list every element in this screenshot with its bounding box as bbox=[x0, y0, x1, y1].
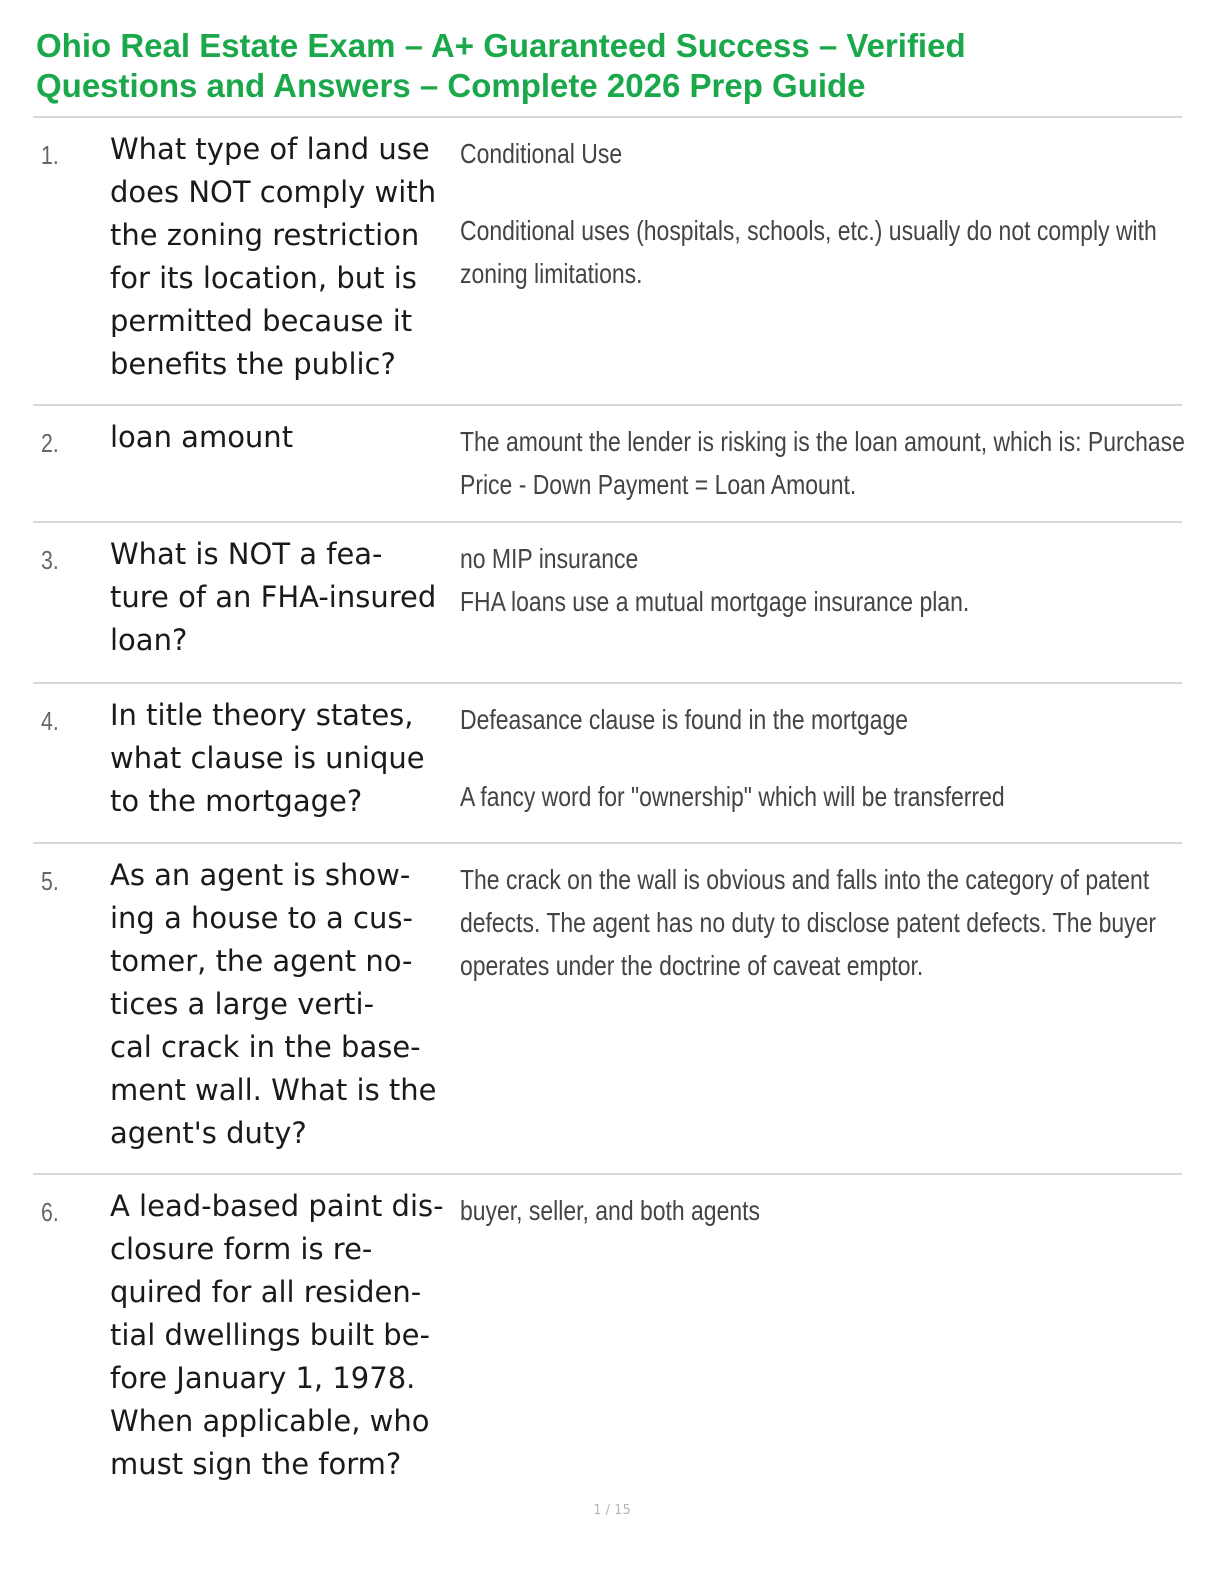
question-number: 3. bbox=[41, 545, 59, 575]
qa-item bbox=[33, 844, 1182, 1175]
qa-item bbox=[33, 118, 1182, 406]
question-text-line: When applicable, who bbox=[110, 1404, 430, 1438]
question-text bbox=[110, 533, 455, 662]
question-text-line: tomer, the agent no- bbox=[110, 944, 413, 978]
page-title-line-2: Questions and Answers – Complete 2026 Prep Guide bbox=[36, 67, 866, 104]
answer-line: Price - Down Payment = Loan Amount. bbox=[460, 469, 857, 500]
question-text-line: for its location, but is bbox=[110, 261, 417, 295]
question-text-line: what clause is unique bbox=[110, 741, 425, 775]
question-text-line: loan amount bbox=[110, 420, 294, 454]
answer-explanation-line: Conditional uses (hospitals, schools, etc.) usually do not comply with bbox=[460, 215, 1157, 246]
question-text-line: quired for all residen- bbox=[110, 1275, 422, 1309]
answer-text bbox=[460, 698, 1050, 818]
question-text-line: In title theory states, bbox=[110, 698, 414, 732]
question-number: 2. bbox=[41, 428, 59, 458]
answer-explanation-line: zoning limitations. bbox=[460, 258, 643, 289]
answer-line: The amount the lender is risking is the loan amount, which is: Purchase bbox=[460, 426, 1185, 457]
question-text-line: ment wall. What is the bbox=[110, 1073, 437, 1107]
question-text bbox=[110, 1185, 455, 1486]
answer-line: The crack on the wall is obvious and falls into the category of patent bbox=[460, 864, 1150, 895]
answer-line: FHA loans use a mutual mortgage insurance plan. bbox=[460, 586, 970, 617]
question-text-line: What is NOT a fea- bbox=[110, 537, 383, 571]
answer-text bbox=[460, 420, 1185, 506]
answer-spacer bbox=[460, 741, 1050, 775]
question-text-line: to the mortgage? bbox=[110, 784, 363, 818]
qa-item bbox=[33, 523, 1182, 684]
answer-line: Conditional Use bbox=[460, 138, 623, 169]
question-text-line: ture of an FHA-insured bbox=[110, 580, 437, 614]
question-text-line: ing a house to a cus- bbox=[110, 901, 413, 935]
answer-text bbox=[460, 132, 1157, 295]
question-text-line: A lead-based paint dis- bbox=[110, 1189, 444, 1223]
question-text bbox=[110, 416, 455, 459]
question-text-line: permitted because it bbox=[110, 304, 413, 338]
page-indicator: 1 / 15 bbox=[593, 1503, 631, 1518]
question-text bbox=[110, 128, 455, 386]
question-text-line: tial dwellings built be- bbox=[110, 1318, 430, 1352]
page-title bbox=[36, 26, 1186, 106]
question-number: 5. bbox=[41, 866, 59, 896]
answer-line: buyer, seller, and both agents bbox=[460, 1195, 760, 1226]
question-text-line: cal crack in the base- bbox=[110, 1030, 421, 1064]
qa-item bbox=[33, 1175, 1182, 1505]
answer-text bbox=[460, 1189, 1050, 1232]
page-title-line-1: Ohio Real Estate Exam – A+ Guaranteed Success – Verified bbox=[36, 27, 966, 64]
question-text-line: What type of land use bbox=[110, 132, 430, 166]
question-text-line: does NOT comply with bbox=[110, 175, 437, 209]
qa-item bbox=[33, 684, 1182, 844]
question-text-line: As an agent is show- bbox=[110, 858, 411, 892]
question-text-line: tices a large verti- bbox=[110, 987, 375, 1021]
question-text-line: the zoning restriction bbox=[110, 218, 420, 252]
question-text bbox=[110, 694, 455, 823]
answer-line: Defeasance clause is found in the mortgage bbox=[460, 704, 909, 735]
answer-line: defects. The agent has no duty to disclose patent defects. The buyer bbox=[460, 907, 1157, 938]
answer-text bbox=[460, 858, 1157, 987]
answer-line: no MIP insurance bbox=[460, 543, 639, 574]
answer-text bbox=[460, 537, 1050, 623]
answer-spacer bbox=[460, 175, 1050, 209]
question-text bbox=[110, 854, 455, 1155]
question-text-line: agent's duty? bbox=[110, 1116, 307, 1150]
question-number: 1. bbox=[41, 140, 59, 170]
answer-line: operates under the doctrine of caveat emptor. bbox=[460, 950, 924, 981]
question-text-line: benefits the public? bbox=[110, 347, 396, 381]
answer-explanation-line: A fancy word for "ownership" which will be transferred bbox=[460, 781, 1005, 812]
question-number: 6. bbox=[41, 1197, 59, 1227]
question-text-line: loan? bbox=[110, 623, 188, 657]
question-text-line: fore January 1, 1978. bbox=[110, 1361, 416, 1395]
question-answer-list bbox=[33, 118, 1185, 1505]
question-text-line: must sign the form? bbox=[110, 1447, 402, 1481]
question-text-line: closure form is re- bbox=[110, 1232, 373, 1266]
question-number: 4. bbox=[41, 706, 59, 736]
qa-item bbox=[33, 406, 1185, 523]
